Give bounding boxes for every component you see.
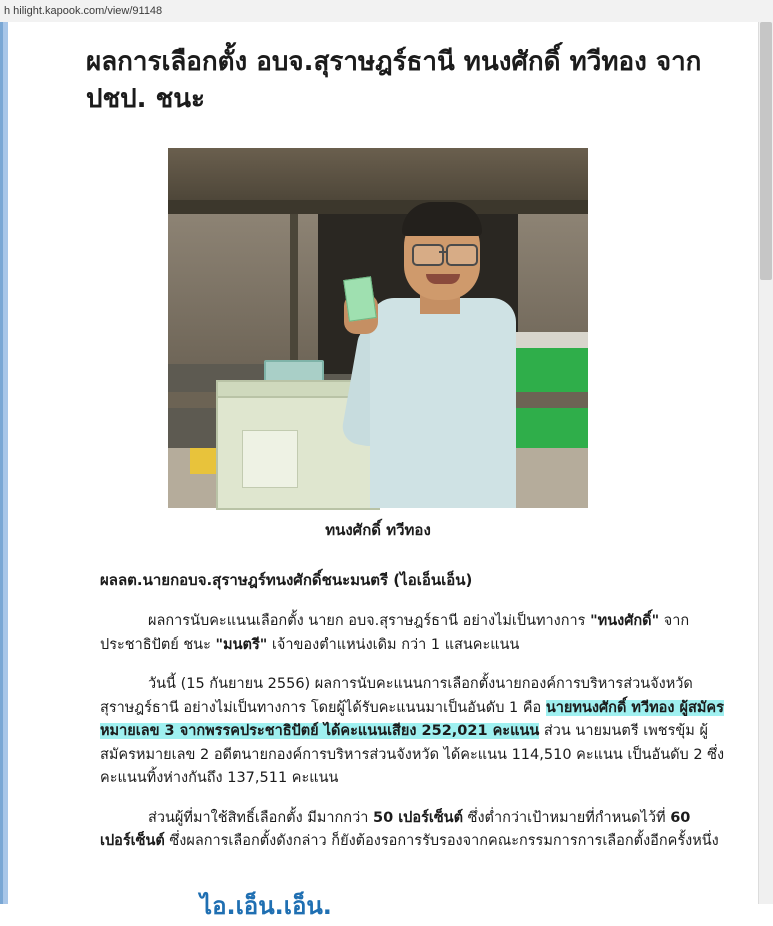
body-text: วันนี้ (15 กันยายน 2556) ผลการนับคะแนนการเลือกตั้งนายกองค์การบริหารส่วนจังหวัดสุราษฎร์ธานี อย่างไม่เป็นทางการ โดยผู้ได้รับคะแนนมาเป็นอันดับ 1 คือ — [100, 676, 693, 716]
emphasis-text: "ทนงศักดิ์" — [590, 613, 660, 630]
article-body — [100, 568, 726, 926]
body-text: ส่วนผู้ที่มาใช้สิทธิ์เลือกตั้ง มีมากกว่า — [148, 809, 373, 826]
emphasis-text: 50 เปอร์เซ็นต์ — [372, 809, 463, 826]
article-lede: ผลลต.นายกอบจ.สุราษฎร์ทนงศักดิ์ชนะมนตรี (ไอเอ็นเอ็น) — [100, 570, 473, 589]
article-paragraph-3 — [100, 807, 726, 854]
article-photo — [168, 148, 588, 508]
photo-yellow-object — [190, 448, 216, 474]
body-text: ซึ่งผลการเลือกตั้งดังกล่าว ก็ยังต้องรอการรับรองจากคณะกรรมการการเลือกตั้งอีกครั้งหนึ่ง — [164, 832, 719, 849]
vertical-scrollbar[interactable] — [758, 22, 773, 904]
photo-tent-beam — [168, 200, 588, 214]
highlighted-text: นายทนงศักดิ์ ทวีทอง ผู้สมัครหมายเลข 3 จากพรรคประชาธิปัตย์ ได้คะแนนเสียง 252,021 คะแนน — [100, 699, 724, 740]
body-text: ซึ่งต่ำกว่าเป้าหมายที่กำหนดไว้ที่ — [463, 809, 671, 826]
body-text: ส่วน นายมนตรี เพชรขุ้ม ผู้สมัครหมายเลข 2 อดีตนายกองค์การบริหารส่วนจังหวัด ได้คะแนน 114,510 คะแนน เป็นอันดับ 2 ซึ่งคะแนนทิ้งห่างกันถึง 137,511 คะแนน — [100, 723, 725, 787]
body-text: ผลการนับคะแนนเลือกตั้ง นายก อบจ.สุราษฎร์ธานี อย่างไม่เป็นทางการ — [148, 613, 591, 630]
photo-person-glasses-bridge — [439, 251, 447, 253]
page-viewport — [0, 22, 773, 921]
article-source-signature: ไอ.เอ็น.เอ็น. — [200, 892, 332, 921]
emphasis-text: "มนตรี" — [215, 636, 268, 653]
body-text: เจ้าของตำแหน่งเดิม กว่า 1 แสนคะแนน — [267, 636, 520, 653]
body-text: จากประชาธิปัตย์ ชนะ — [100, 613, 690, 653]
photo-ballot-slip — [343, 276, 377, 321]
photo-person-mouth — [426, 274, 460, 284]
article-figure — [18, 148, 738, 542]
photo-person-glasses-right — [446, 244, 478, 266]
article-content — [18, 22, 738, 926]
photo-person-glasses-left — [412, 244, 444, 266]
article-paragraph-1 — [100, 610, 726, 657]
photo-person-shirt — [370, 298, 516, 508]
photo-person-hair — [402, 202, 482, 236]
scrollbar-thumb[interactable] — [760, 22, 772, 280]
photo-ballot-box-label — [242, 430, 298, 488]
photo-caption: ทนงศักดิ์ ทวีทอง — [325, 520, 431, 539]
left-gutter-edge — [0, 22, 3, 904]
address-bar-url[interactable]: h hilight.kapook.com/view/91148 — [4, 5, 163, 17]
page-title: ผลการเลือกตั้ง อบจ.สุราษฎร์ธานี ทนงศักดิ์ ทวีทอง จาก ปชป. ชนะ — [86, 47, 702, 114]
article-paragraph-2 — [100, 673, 726, 790]
emphasis-text: 60 เปอร์เซ็นต์ — [100, 809, 691, 849]
browser-chrome-bar — [0, 0, 773, 23]
photo-tent-roof — [168, 148, 588, 208]
